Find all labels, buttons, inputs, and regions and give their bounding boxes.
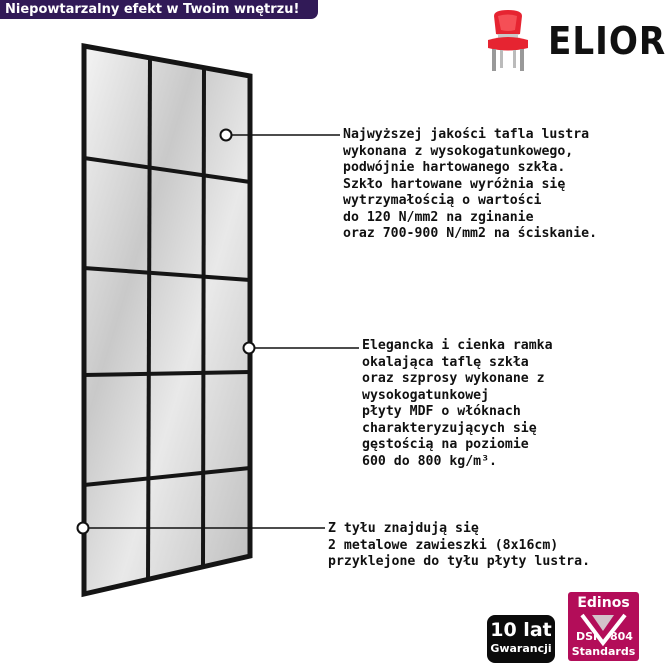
callout-hangers: Z tyłu znajdują się 2 metalowe zawieszki (8x16cm) przyklejone do tyłu płyty lustra. [328,521,591,569]
brand-name: ELIOR [548,19,666,63]
edinos-title: Edinos [577,595,630,611]
warranty-label: Gwarancji [490,642,552,655]
edinos-footer: Standards [571,645,636,658]
callout-frame: Elegancka i cienka ramka okalająca taflę szkła oraz szprosy wykonane z wysokogatunkowej płyty MDF o włóknach charakteryzujących się gęstością na poziomie 600 do 800 kg/m³. [362,338,553,469]
dsi-seal-icon [574,613,633,647]
red-chair-icon [488,10,528,71]
mirror-illustration [70,40,270,610]
callout-glass: Najwyższej jakości tafla lustra wykonana z wysokogatunkowego, podwójnie hartowanego szkła. Szkło hartowane wyróżnia się wytrzymałością o wartości do 120 N/mm2 na zginanie oraz 700-900 N/mm2 na ściskanie. [343,127,598,241]
dsi-left-text: DSI [576,630,598,643]
dsi-right-text: 804 [610,630,633,643]
warranty-years: 10 lat [490,619,552,641]
warranty-badge [487,615,555,663]
edinos-badge [568,592,639,661]
promo-banner: Niepowtarzalny efekt w Twoim wnętrzu! [0,0,318,19]
